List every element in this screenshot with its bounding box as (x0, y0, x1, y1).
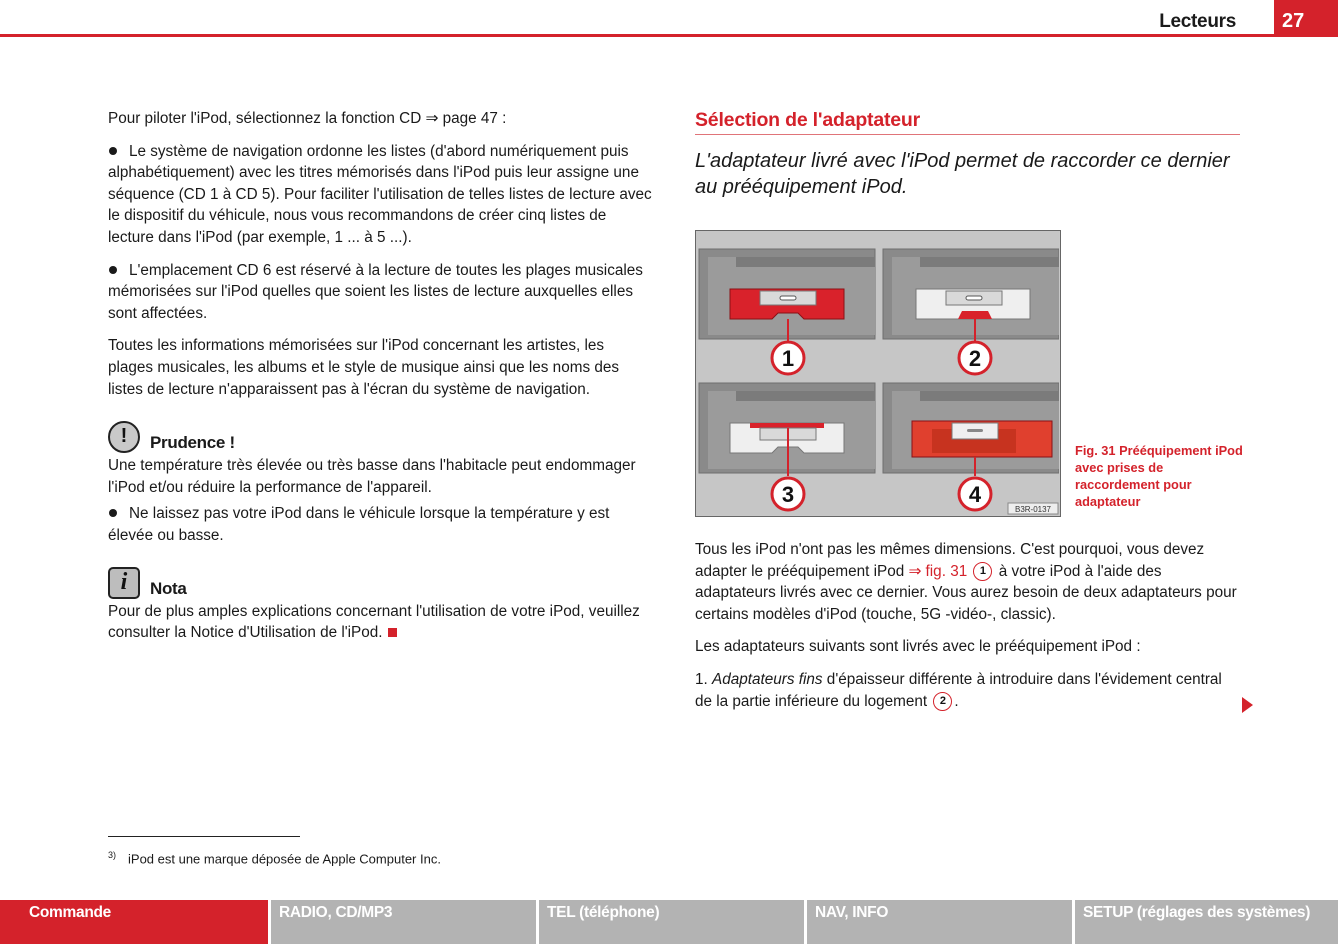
note-title: Nota (150, 578, 187, 598)
svg-text:3: 3 (781, 482, 795, 507)
bullet-item: Le système de navigation ordonne les listes (d'abord numériquement puis alphabétiquement) avec les titres mémorisés dans l'iPod puis leur assigne une séquence (CD 1 à CD 5). Pour faciliter l'utilisation de telles listes de lecture avec le dispositif du véhicule, nous vous recommandons de créer cinq listes de lecture dans l'iPod (par exemple, 1 ... à 5 ...). (108, 142, 652, 246)
tab-radio-cd-mp3[interactable]: RADIO, CD/MP3 (268, 900, 536, 944)
caution-text: Une température très élevée ou très basse dans l'habitacle peut endommager l'iPod et/ou réduire la performance de l'appareil. (108, 457, 636, 496)
bullet-item: L'emplacement CD 6 est réservé à la lecture de toutes les plages musicales mémorisées sur l'iPod quelles que soient les listes de lecture auxquelles elles sont affectées. (108, 261, 643, 322)
caution-title: Prudence ! (150, 433, 235, 453)
callout-4 (959, 478, 991, 510)
dock-slot-2 (883, 249, 1059, 341)
tab-commande[interactable]: Commande (0, 900, 268, 944)
ipod-dock-adapters-illustration (696, 231, 1059, 515)
adapters-intro: Les adaptateurs suivants sont livrés avec le prééquipement iPod : (695, 638, 1141, 656)
end-of-section-icon (388, 628, 397, 637)
dock-slot-1 (699, 249, 875, 341)
caution-header (108, 421, 653, 453)
figure-link[interactable]: ⇒ fig. 31 (908, 562, 968, 580)
tab-setup[interactable]: SETUP (réglages des systèmes) (1072, 900, 1338, 944)
chapter-tabs (0, 900, 1338, 944)
figure-code: B3R-0137 (1014, 505, 1052, 514)
lead-paragraph: L'adaptateur livré avec l'iPod permet de raccorder ce dernier au prééquipement iPod. (695, 150, 1230, 198)
callout-2 (959, 342, 991, 374)
callout-3 (772, 478, 804, 510)
tab-nav-info[interactable]: NAV, INFO (804, 900, 1072, 944)
info-icon: i (108, 567, 140, 599)
continue-arrow-icon (1242, 697, 1253, 713)
note-header (108, 567, 653, 599)
svg-text:4: 4 (968, 482, 982, 507)
note-text: Pour de plus amples explications concernant l'utilisation de votre iPod, veuillez consulter la Notice d'Utilisation de l'iPod. (108, 602, 640, 642)
footnote: $^{3)}$ iPod est une marque déposée de Apple Computer Inc. (108, 850, 441, 867)
bullet-icon (109, 266, 117, 274)
header-rule (0, 34, 1338, 37)
left-column (108, 108, 653, 655)
figure-31-illustration (695, 230, 1061, 517)
running-header-title: Lecteurs (1159, 11, 1236, 32)
callout-ref-1: 1 (973, 562, 992, 581)
exclamation-circle-icon: ! (108, 421, 140, 453)
svg-text:2: 2 (968, 346, 982, 371)
figure-caption: Fig. 31 Prééquipement iPod avec prises de raccordement pour adaptateur (1075, 443, 1243, 509)
figure-block (695, 224, 1243, 544)
bullet-icon (109, 509, 117, 517)
dock-slot-4 (883, 383, 1059, 476)
caution-bullet: Ne laissez pas votre iPod dans le véhicule lorsque la température y est élevée ou basse. (108, 505, 610, 544)
dimensions-paragraph: Tous les iPod n'ont pas les mêmes dimensions. C'est pourquoi, vous devez adapter le prééquipement iPod ⇒ fig. 31 1 à votre iPod à l'aide des adaptateurs livrés avec ce dernier. Vous aurez besoin de deux adaptateurs pour certains modèles d'iPod (touche, 5G -vidéo-, classic). (695, 541, 1237, 623)
info-paragraph: Toutes les informations mémorisées sur l'iPod concernant les artistes, les plages musicales, les albums et le style de musique ainsi que les noms des listes de lecture n'apparaissent pas à l'écran du système de navigation. (108, 337, 620, 398)
dock-slot-3 (699, 383, 875, 476)
footnote-rule (108, 836, 300, 837)
tab-tel[interactable]: TEL (téléphone) (536, 900, 804, 944)
section-heading: Sélection de l'adaptateur (695, 108, 1240, 135)
bullet-icon (109, 147, 117, 155)
callout-1 (772, 342, 804, 374)
list-item-1: 1. Adaptateurs fins d'épaisseur différente à introduire dans l'évidement central de la partie inférieure du logement 2 . (695, 670, 1222, 710)
svg-text:1: 1 (781, 346, 795, 371)
right-column (695, 108, 1243, 723)
intro-paragraph: Pour piloter l'iPod, sélectionnez la fonction CD ⇒ page 47 : (108, 110, 507, 127)
callout-ref-2: 2 (933, 692, 952, 711)
page-number: 27 (1274, 0, 1338, 37)
